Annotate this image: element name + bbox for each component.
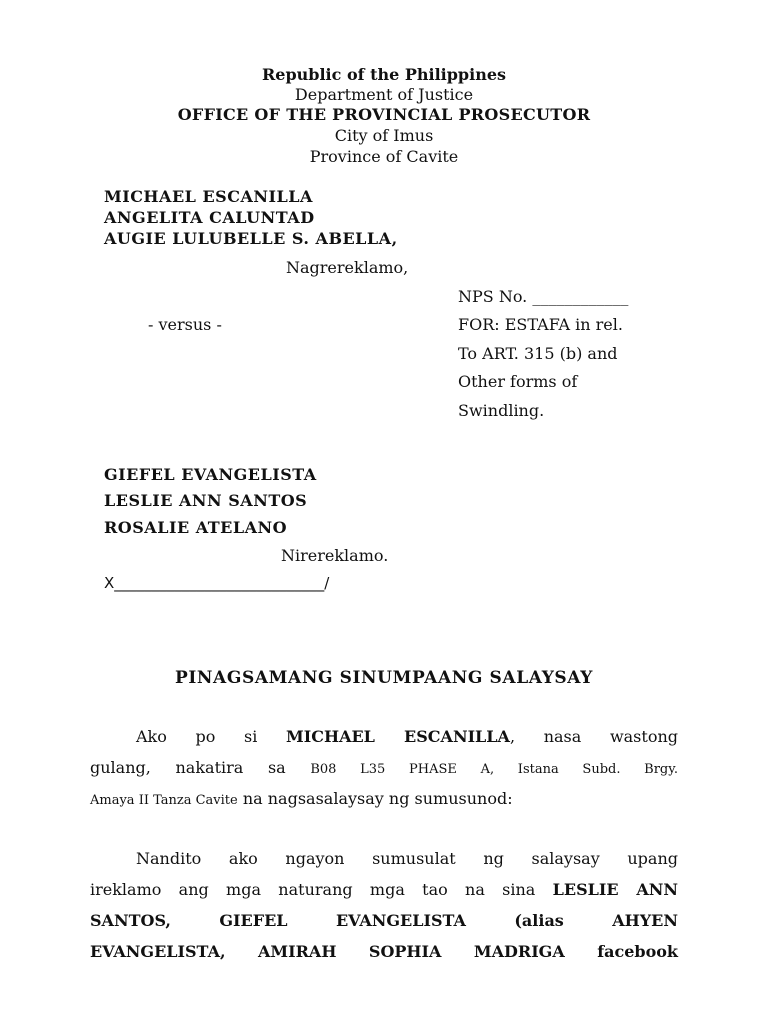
versus-text: - versus - bbox=[148, 315, 222, 334]
paragraph-line: SANTOS, GIEFEL EVANGELISTA (alias AHYEN bbox=[90, 911, 678, 930]
address-text: Amaya II Tanza Cavite bbox=[90, 793, 238, 808]
case-charge-line: Other forms of bbox=[458, 372, 578, 391]
case-charge-line: FOR: ESTAFA in rel. bbox=[458, 315, 623, 334]
paragraph-2 bbox=[90, 843, 678, 967]
name-bold: LESLIE ANN bbox=[552, 880, 678, 899]
respondent-name: ROSALIE ATELANO bbox=[104, 518, 288, 537]
address-text: B08 L35 PHASE A, Istana Subd. Brgy. bbox=[310, 762, 679, 777]
text-span: ireklamo ang mga naturang mga tao na sina bbox=[90, 880, 553, 899]
header-department: Department of Justice bbox=[294, 85, 474, 104]
header-republic: Republic of the Philippines bbox=[261, 65, 507, 84]
paragraph-line bbox=[90, 874, 678, 905]
paragraph-line bbox=[90, 783, 678, 814]
header-office: OFFICE OF THE PROVINCIAL PROSECUTOR bbox=[177, 105, 591, 124]
complainant-label: Nagrereklamo, bbox=[286, 258, 409, 277]
complainant-name: MICHAEL ESCANILLA bbox=[104, 187, 313, 206]
respondent-label: Nirereklamo. bbox=[281, 546, 389, 565]
case-charge-line: Swindling. bbox=[458, 401, 545, 420]
complainant-name: ANGELITA CALUNTAD bbox=[104, 208, 315, 227]
text-span: , nasa wastong bbox=[509, 727, 679, 746]
header-province: Province of Cavite bbox=[309, 147, 459, 166]
document-title: PINAGSAMANG SINUMPAANG SALAYSAY bbox=[174, 668, 593, 688]
paragraph-line bbox=[90, 721, 678, 752]
text-span: na nagsasalaysay ng sumusunod: bbox=[237, 789, 513, 808]
complainant-name: AUGIE LULUBELLE S. ABELLA, bbox=[104, 229, 398, 248]
nps-number: NPS No. ____________ bbox=[458, 287, 629, 306]
text-span: Ako po si bbox=[136, 727, 287, 746]
caption-x-line: X____________________________/ bbox=[104, 574, 330, 592]
text-span: gulang, nakatira sa bbox=[90, 758, 311, 777]
case-charge-line: To ART. 315 (b) and bbox=[458, 344, 618, 363]
paragraph-1 bbox=[90, 721, 678, 814]
paragraph-line: EVANGELISTA, AMIRAH SOPHIA MADRIGA facebook bbox=[90, 942, 678, 961]
paragraph-line bbox=[90, 752, 678, 783]
name-bold: MICHAEL ESCANILLA bbox=[286, 727, 510, 746]
respondent-name: GIEFEL EVANGELISTA bbox=[104, 465, 317, 484]
respondent-name: LESLIE ANN SANTOS bbox=[104, 491, 308, 510]
paragraph-line: Nandito ako ngayon sumusulat ng salaysay upang bbox=[136, 849, 678, 868]
header-city: City of Imus bbox=[334, 126, 434, 145]
